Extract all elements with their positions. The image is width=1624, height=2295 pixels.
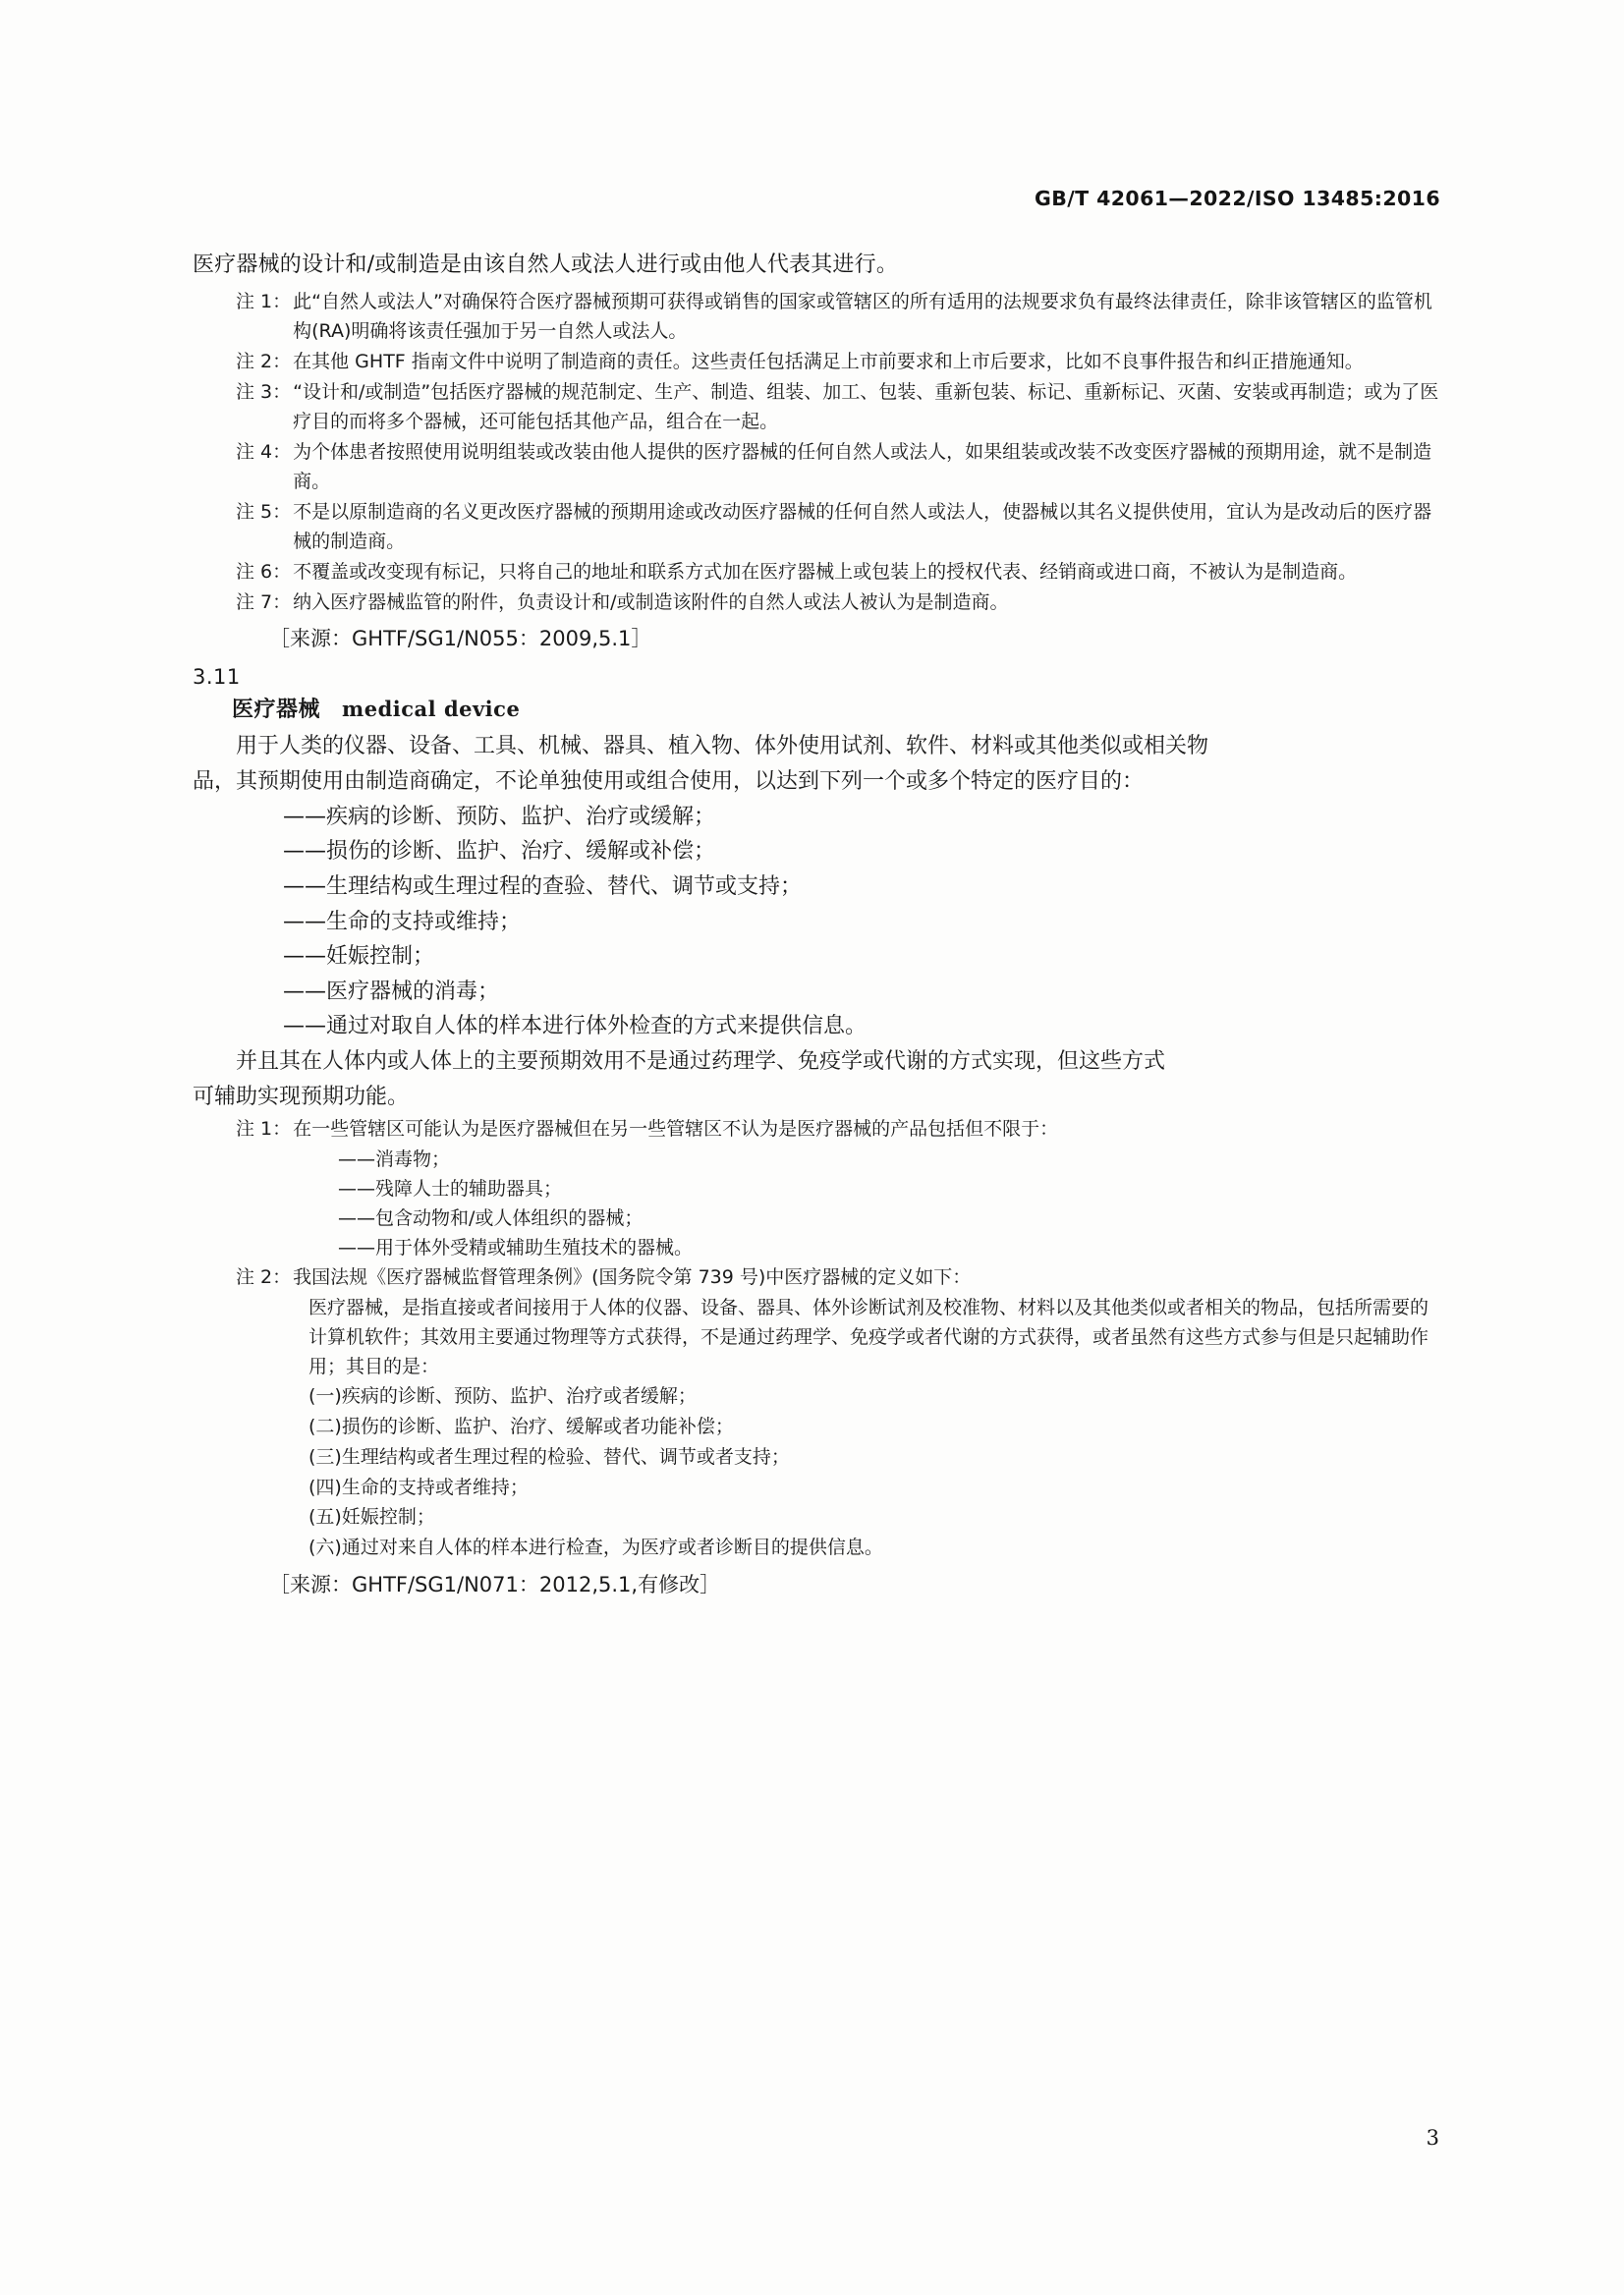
purpose-item: ——医疗器械的消毒； — [283, 979, 500, 1004]
definition-paragraph-2: 并且其在人体内或人体上的主要预期效用不是通过药理学、免疫学或代谢的方式实现，但这些方式 — [236, 1049, 1166, 1075]
note-roman-item: (三)生理结构或者生理过程的检验、替代、调节或者支持； — [308, 1445, 790, 1468]
note-sub-item: ——残障人士的辅助器具； — [338, 1178, 563, 1201]
lead-paragraph-block — [193, 248, 1440, 283]
note-label: 注 2： — [236, 1266, 292, 1289]
note-label: 注 1： — [236, 290, 292, 312]
source-reference-top: ［来源：GHTF/SG1/N055：2009,5.1］ — [269, 626, 652, 650]
purpose-item: ——通过对取自人体的样本进行体外检查的方式来提供信息。 — [283, 1014, 868, 1039]
note-label: 注 5： — [236, 500, 292, 523]
note-text: 我国法规《医疗器械监督管理条例》(国务院令第 739 号)中医疗器械的定义如下： — [293, 1266, 972, 1289]
page-number: 3 — [1426, 2126, 1439, 2150]
note-text: 在一些管辖区可能认为是医疗器械但在另一些管辖区不认为是医疗器械的产品包括但不限于： — [293, 1118, 1059, 1141]
purpose-item: ——疾病的诊断、预防、监护、治疗或缓解； — [283, 804, 716, 829]
note-item — [193, 497, 1440, 556]
note-label: 注 6： — [236, 560, 292, 583]
notes-list-top — [193, 287, 1440, 617]
note-text: “设计和/或制造”包括医疗器械的规范制定、生产、制造、组装、加工、包装、重新包装、标记、重新标记、灭菌、安装或再制造；或为了医疗目的而将多个器械，还可能包括其他产品，组合在一起。 — [293, 380, 1439, 432]
definition-paragraph-1-cont: 品，其预期使用由制造商确定，不论单独使用或组合使用，以达到下列一个或多个特定的医疗目的： — [193, 769, 1145, 795]
note-text: 此“自然人或法人”对确保符合医疗器械预期可获得或销售的国家或管辖区的所有适用的法规要求负有最终法律责任，除非该管辖区的监管机构(RA)明确将该责任强加于另一自然人或法人。 — [293, 290, 1432, 342]
page-content — [193, 187, 1440, 1608]
clause-note-1 — [193, 1114, 1440, 1144]
source-reference-clause: ［来源：GHTF/SG1/N071：2012,5.1,有修改］ — [269, 1573, 721, 1596]
note-item — [193, 588, 1440, 617]
clause-number: 3.11 — [193, 665, 241, 690]
page-header-standard-id: GB/T 42061—2022/ISO 13485:2016 — [1035, 187, 1440, 210]
note-label: 注 4： — [236, 440, 292, 463]
note-text: 为个体患者按照使用说明组装或改装由他人提供的医疗器械的任何自然人或法人，如果组装或改装不改变医疗器械的预期用途，就不是制造商。 — [293, 440, 1432, 492]
note-label: 注 2： — [236, 350, 292, 372]
note-text: 不覆盖或改变现有标记，只将自己的地址和联系方式加在医疗器械上或包装上的授权代表、经销商或进口商，不被认为是制造商。 — [293, 560, 1358, 583]
clause-note-2 — [193, 1262, 1440, 1292]
term-chinese: 医疗器械 — [232, 698, 321, 723]
clause-note-2-items — [193, 1381, 1440, 1563]
note-item — [193, 347, 1440, 376]
note-label: 注 1： — [236, 1118, 292, 1141]
definition-paragraph-1: 用于人类的仪器、设备、工具、机械、器具、植入物、体外使用试剂、软件、材料或其他类似或相关物 — [236, 734, 1209, 759]
purpose-item: ——损伤的诊断、监护、治疗、缓解或补偿； — [283, 839, 716, 865]
clause-note-1-items — [193, 1145, 1440, 1262]
definition-paragraph-2-cont: 可辅助实现预期功能。 — [193, 1084, 410, 1109]
note-label: 注 3： — [236, 380, 292, 403]
note-item — [193, 557, 1440, 587]
note-sub-item: ——消毒物； — [338, 1148, 451, 1171]
term-english: medical device — [342, 697, 521, 722]
note-roman-item: (一)疾病的诊断、预防、监护、治疗或者缓解； — [308, 1385, 697, 1408]
note-label: 注 7： — [236, 590, 292, 613]
note-roman-item: (四)生命的支持或者维持； — [308, 1476, 529, 1498]
purpose-item: ——生命的支持或维持； — [283, 909, 522, 934]
note-2-paragraph: 医疗器械，是指直接或者间接用于人体的仪器、设备、器具、体外诊断试剂及校准物、材料以及其他类似或者相关的物品，包括所需要的计算机软件；其效用主要通过物理等方式获得，不是通过药理学、免疫学或者代谢的方式获得，或者虽然有这些方式参与但是只起辅助作用；其目的是： — [308, 1297, 1429, 1378]
purpose-item: ——妊娠控制； — [283, 944, 435, 970]
note-item — [193, 437, 1440, 496]
note-item — [193, 287, 1440, 346]
note-text: 纳入医疗器械监管的附件，负责设计和/或制造该附件的自然人或法人被认为是制造商。 — [293, 590, 1009, 613]
purpose-item: ——生理结构或生理过程的查验、替代、调节或支持； — [283, 873, 803, 899]
note-roman-item: (二)损伤的诊断、监护、治疗、缓解或者功能补偿； — [308, 1416, 734, 1438]
term-heading — [193, 693, 1440, 723]
lead-paragraph: 医疗器械的设计和/或制造是由该自然人或法人进行或由他人代表其进行。 — [193, 252, 899, 277]
note-text: 不是以原制造商的名义更改医疗器械的预期用途或改动医疗器械的任何自然人或法人，使器械以其名义提供使用，宜认为是改动后的医疗器械的制造商。 — [293, 500, 1432, 552]
note-roman-item: (五)妊娠控制； — [308, 1506, 435, 1529]
note-sub-item: ——用于体外受精或辅助生殖技术的器械。 — [338, 1237, 694, 1259]
purpose-list — [193, 800, 1440, 1044]
note-sub-item: ——包含动物和/或人体组织的器械； — [338, 1207, 644, 1230]
note-roman-item: (六)通过对来自人体的样本进行检查，为医疗或者诊断目的提供信息。 — [308, 1537, 883, 1559]
note-text: 在其他 GHTF 指南文件中说明了制造商的责任。这些责任包括满足上市前要求和上市后要求，比如不良事件报告和纠正措施通知。 — [293, 350, 1364, 372]
note-item — [193, 377, 1440, 436]
